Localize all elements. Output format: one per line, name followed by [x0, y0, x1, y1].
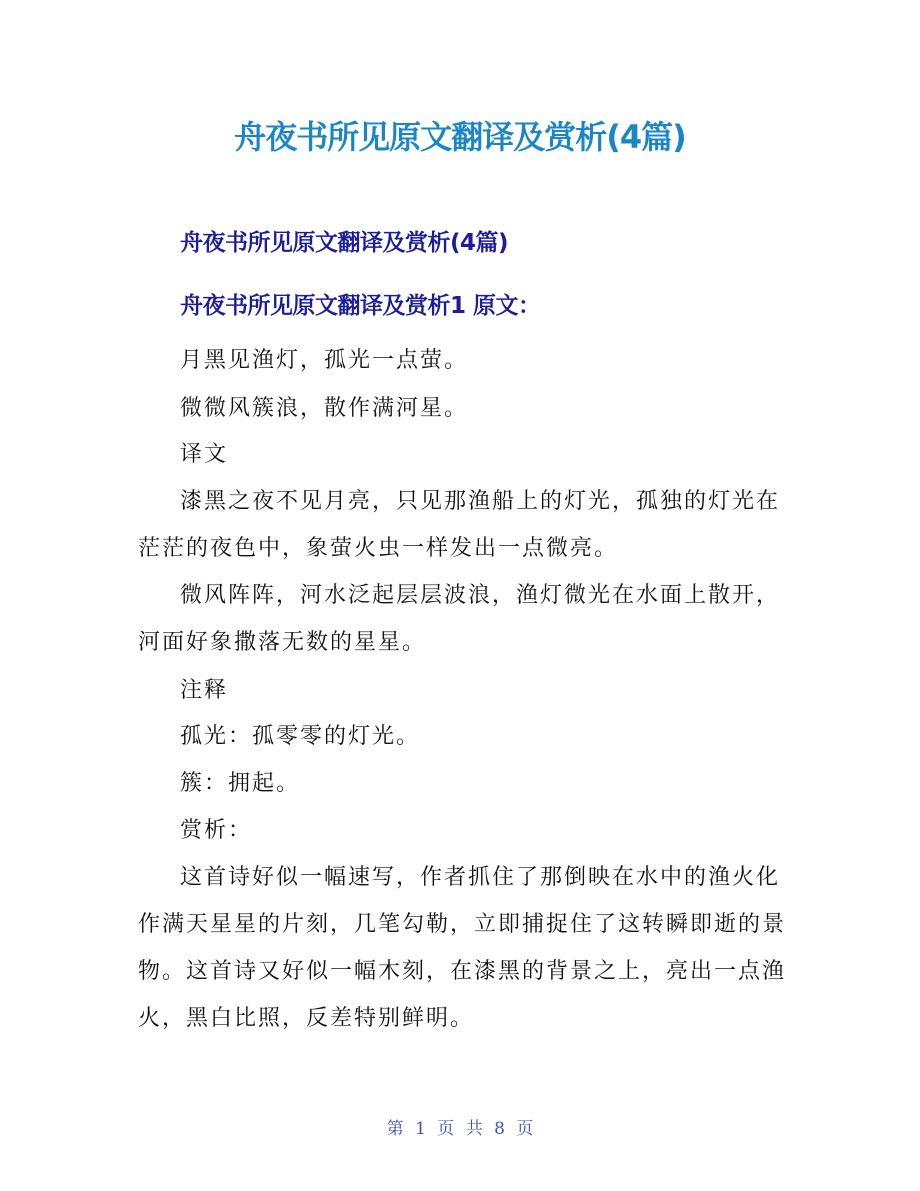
appreciation-label: 赏析：: [180, 818, 253, 843]
poem-line-1: 月黑见渔灯，孤光一点萤。: [180, 348, 469, 373]
appreciation-line-4: 火，黑白比照，反差特别鲜明。: [138, 1006, 475, 1031]
translation-paragraph-2-line-1: 微风阵阵，河水泛起层层波浪，渔灯微光在水面上散开，: [180, 583, 781, 608]
main-heading: 舟夜书所见原文翻译及赏析(4篇): [180, 230, 509, 256]
notes-label: 注释: [180, 678, 229, 703]
poem-line-2: 微微风簇浪，散作满河星。: [180, 396, 469, 421]
section-heading: 舟夜书所见原文翻译及赏析1 原文：: [180, 293, 541, 319]
translation-paragraph-1-line-2: 茫茫的夜色中，象萤火虫一样发出一点微亮。: [138, 536, 619, 561]
document-title: 舟夜书所见原文翻译及赏析(4篇): [234, 118, 686, 156]
page-number-footer: 第 1 页 共 8 页: [386, 1119, 534, 1139]
appreciation-line-3: 物。这首诗又好似一幅木刻，在漆黑的背景之上，亮出一点渔: [138, 959, 787, 984]
translation-paragraph-2-line-2: 河面好象撒落无数的星星。: [138, 630, 427, 655]
appreciation-line-1: 这首诗好似一幅速写，作者抓住了那倒映在水中的渔火化: [180, 865, 781, 890]
appreciation-line-2: 作满天星星的片刻，几笔勾勒，立即捕捉住了这转瞬即逝的景: [138, 912, 787, 937]
note-item-2: 簇：拥起。: [180, 771, 301, 796]
note-item-1: 孤光：孤零零的灯光。: [180, 724, 421, 749]
translation-label: 译文: [180, 442, 229, 467]
translation-paragraph-1-line-1: 漆黑之夜不见月亮，只见那渔船上的灯光，孤独的灯光在: [180, 489, 781, 514]
